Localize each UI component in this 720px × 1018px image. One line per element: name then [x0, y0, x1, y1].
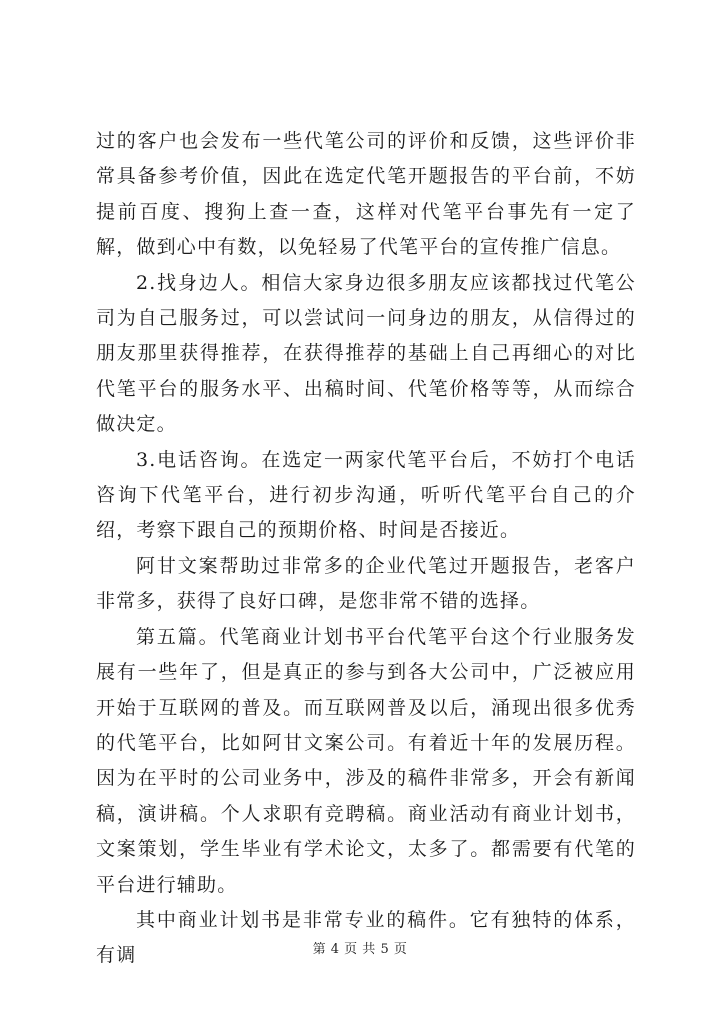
- paragraph-business-plan: 其中商业计划书是非常专业的稿件。它有独特的体系，有调: [96, 908, 636, 967]
- page-number-footer: 第 4 页 共 5 页: [312, 942, 408, 957]
- document-body: [96, 124, 636, 974]
- paragraph-continuation: 过的客户也会发布一些代笔公司的评价和反馈，这些评价非常具备参考价值，因此在选定代笔开题报告的平台前，不妨提前百度、搜狗上查一查，这样对代笔平台事先有一定了解，做到心中有数，以免轻易了代笔平台的宣传推广信息。: [96, 130, 636, 259]
- paragraph-agan-recommendation: 阿甘文案帮助过非常多的企业代笔过开题报告，老客户非常多，获得了良好口碑，是您非常不错的选择。: [96, 554, 636, 613]
- paragraph-find-acquaintances: 2.找身边人。相信大家身边很多朋友应该都找过代笔公司为自己服务过，可以尝试问一问身边的朋友，从信得过的朋友那里获得推荐，在获得推荐的基础上自己再细心的对比代笔平台的服务水平、出稿时间、代笔价格等等，从而综合做决定。: [96, 271, 636, 436]
- paragraph-phone-consult: 3.电话咨询。在选定一两家代笔平台后，不妨打个电话咨询下代笔平台，进行初步沟通，听听代笔平台自己的介绍，考察下跟自己的预期价格、时间是否接近。: [96, 448, 636, 542]
- paragraph-chapter-five: 第五篇。代笔商业计划书平台代笔平台这个行业服务发展有一些年了，但是真正的参与到各大公司中，广泛被应用开始于互联网的普及。而互联网普及以后，涌现出很多优秀的代笔平台，比如阿甘文案公司。有着近十年的发展历程。因为在平时的公司业务中，涉及的稿件非常多，开会有新闻稿，演讲稿。个人求职有竞聘稿。商业活动有商业计划书，文案策划，学生毕业有学术论文，太多了。都需要有代笔的平台进行辅助。: [96, 625, 636, 896]
